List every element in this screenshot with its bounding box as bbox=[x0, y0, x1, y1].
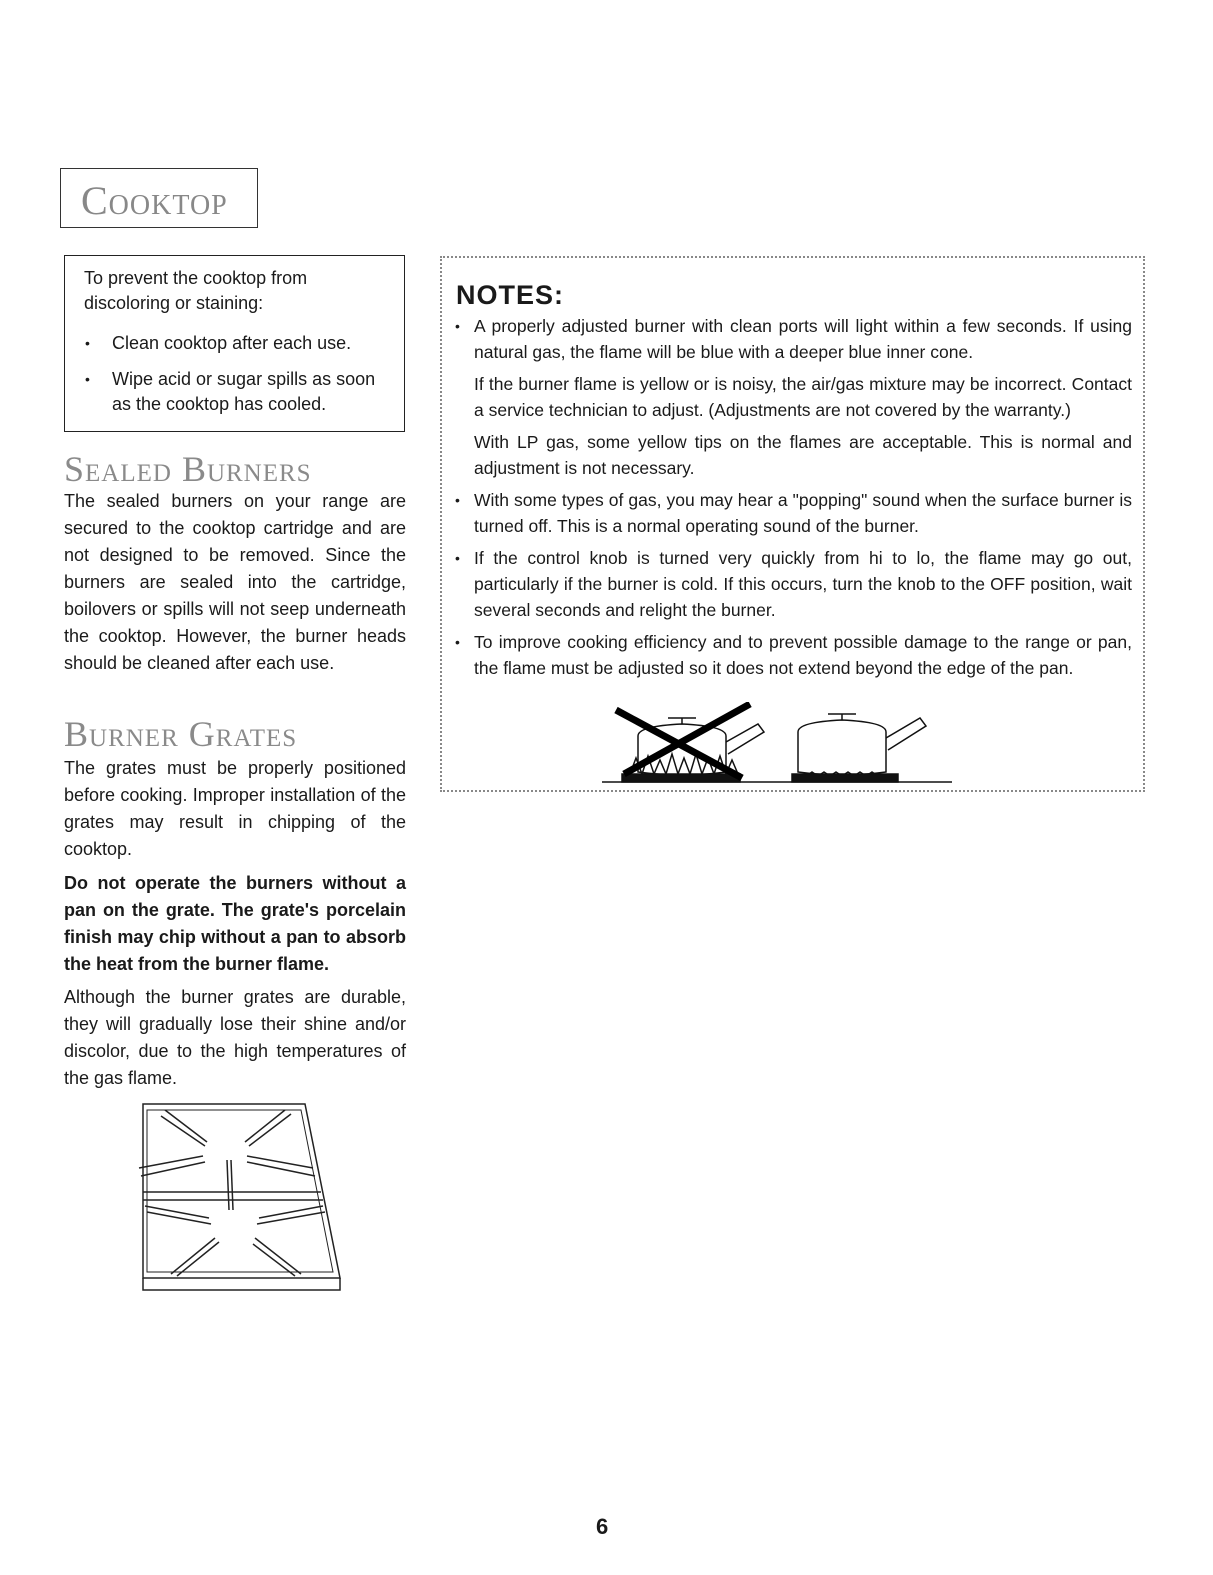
burner-grates-warning: Do not operate the burners without a pan on the grate. The grate's porcelain finish may chip without a pan to absorb the heat from the burner flame. bbox=[64, 873, 406, 974]
burner-grates-body-2: Although the burner grates are durable, they will gradually lose their shine and/or discolor, due to the high temperatures of the gas flame. bbox=[64, 987, 406, 1088]
page-number: 6 bbox=[596, 1514, 609, 1539]
notes-heading: NOTES: bbox=[456, 280, 565, 310]
notes-box bbox=[440, 256, 1145, 792]
notes-item: With LP gas, some yellow tips on the flames are acceptable. This is normal and adjustment is not necessary. bbox=[474, 432, 1132, 478]
burner-grates-heading: Burner Grates bbox=[64, 714, 298, 754]
tip-item: • Wipe acid or sugar spills as soon as the cooktop has cooled. bbox=[82, 367, 392, 417]
tip-list bbox=[82, 331, 392, 428]
section-title: Cooktop bbox=[81, 178, 228, 223]
tip-box bbox=[64, 255, 405, 432]
tip-intro: To prevent the cooktop from discoloring or staining: bbox=[84, 268, 308, 313]
notes-item: • If the control knob is turned very quickly from hi to lo, the flame may go out, particularly if the burner is cold. If this occurs, turn the knob to the OFF position, wait several seconds and relight the burner. bbox=[452, 545, 1132, 623]
section-title-box bbox=[60, 168, 258, 228]
notes-item: If the burner flame is yellow or is noisy, the air/gas mixture may be incorrect. Contact a service technician to adjust. (Adjustments are not covered by the warranty.) bbox=[474, 374, 1132, 420]
sealed-burners-body: The sealed burners on your range are secured to the cooktop cartridge and are not designed to be removed. Since the burners are sealed into the cartridge, boilovers or spills will not seep underneath the cooktop. However, the burner heads should be cleaned after each use. bbox=[64, 491, 406, 673]
tip-item: • Clean cooktop after each use. bbox=[82, 331, 392, 356]
pan-flame-illustration bbox=[602, 702, 962, 786]
notes-list bbox=[452, 313, 1132, 687]
sealed-burners-heading: Sealed Burners bbox=[64, 449, 312, 489]
notes-item: • With some types of gas, you may hear a "popping" sound when the surface burner is turned off. This is a normal operating sound of the burner. bbox=[452, 487, 1132, 539]
notes-item: • To improve cooking efficiency and to prevent possible damage to the range or pan, the flame must be adjusted so it does not extend beyond the edge of the pan. bbox=[452, 629, 1132, 681]
cross-icon bbox=[616, 704, 750, 778]
pan-correct-icon bbox=[792, 714, 926, 782]
notes-item: • A properly adjusted burner with clean ports will light within a few seconds. If using natural gas, the flame will be blue with a deeper blue inner cone. bbox=[452, 313, 1132, 365]
burner-grate-illustration bbox=[135, 1098, 345, 1294]
burner-grates-body: The grates must be properly positioned before cooking. Improper installation of the grates may result in chipping of the cooktop. bbox=[64, 758, 406, 859]
